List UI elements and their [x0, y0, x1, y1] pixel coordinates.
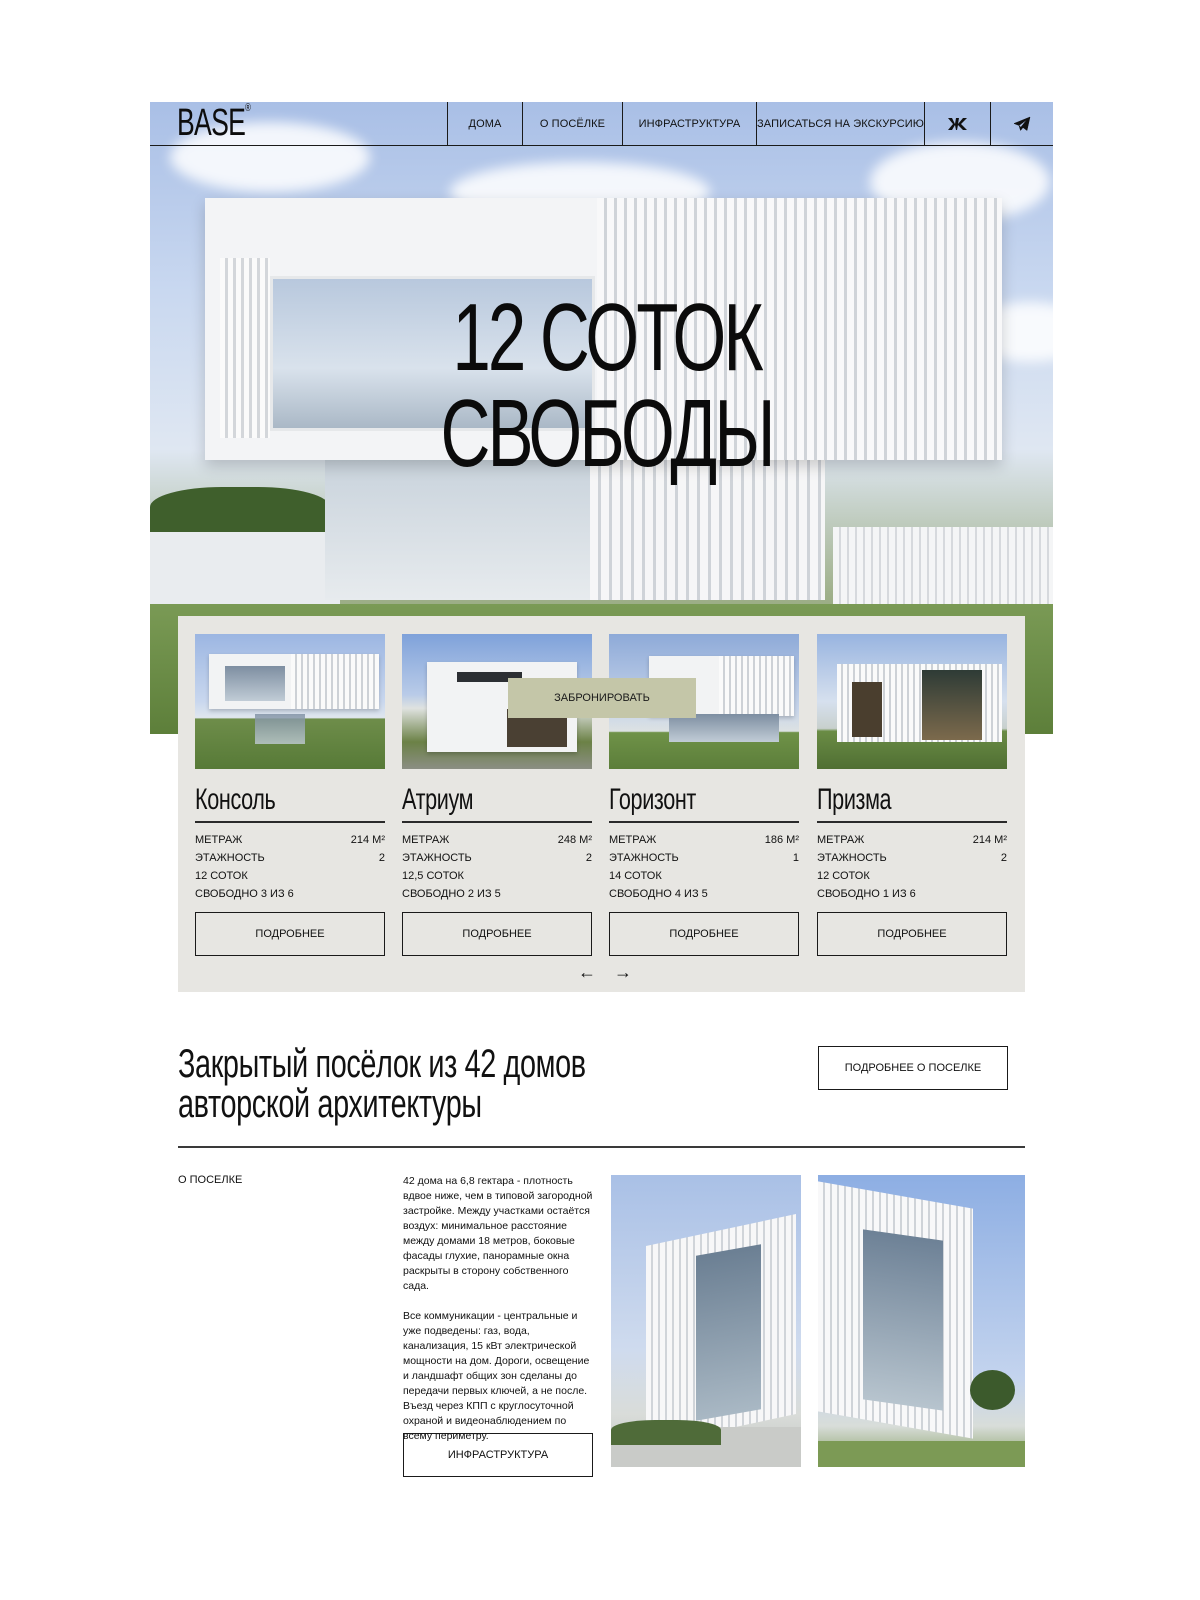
carousel-next-arrow[interactable]: →	[614, 962, 632, 982]
house-name: Горизонт	[609, 783, 696, 816]
plot-size: 14 СОТОК	[609, 870, 662, 882]
house-name: Призма	[817, 783, 892, 816]
about-title: Закрытый посёлок из 42 домов авторской архитектуры	[178, 1042, 586, 1126]
vk-link[interactable]	[924, 102, 990, 145]
details-button[interactable]: ПОДРОБНЕЕ	[195, 912, 385, 956]
logo[interactable]: BASE®	[177, 102, 251, 144]
area-value: 248 М²	[557, 834, 592, 846]
about-photo-1	[611, 1175, 801, 1467]
plot-size: 12 СОТОК	[195, 870, 248, 882]
house-photo-prizma[interactable]	[817, 634, 1007, 769]
carousel-prev-arrow[interactable]: ←	[578, 962, 596, 982]
about-description	[403, 1174, 593, 1444]
top-navigation	[150, 102, 1053, 146]
telegram-link[interactable]	[990, 102, 1052, 145]
area-value: 186 М²	[764, 834, 799, 846]
house-name: Консоль	[195, 783, 276, 816]
about-photo-2	[818, 1175, 1025, 1467]
availability: СВОБОДНО 2 ИЗ 5	[402, 888, 501, 900]
more-about-button[interactable]: ПОДРОБНЕЕ О ПОСЕЛКЕ	[818, 1046, 1008, 1090]
divider	[178, 1146, 1025, 1148]
floors-value: 2	[1000, 852, 1007, 864]
about-paragraph-1: 42 дома на 6,8 гектара - плотность вдвое ниже, чем в типовой загородной застройке. Между участками остаётся воздух: минимальное расстояние между домами 18 метров, боковые фасады глухие, панорамные окна раскрыты в сторону собственного сада.	[403, 1175, 593, 1292]
floors-label: ЭТАЖНОСТЬ	[402, 852, 472, 864]
floors-label: ЭТАЖНОСТЬ	[195, 852, 265, 864]
availability: СВОБОДНО 3 ИЗ 6	[195, 888, 294, 900]
vk-icon	[947, 117, 969, 131]
book-button[interactable]: ЗАБРОНИРОВАТЬ	[508, 678, 696, 718]
area-value: 214 М²	[350, 834, 385, 846]
availability: СВОБОДНО 4 ИЗ 5	[609, 888, 708, 900]
plot-size: 12 СОТОК	[817, 870, 870, 882]
area-label: МЕТРАЖ	[195, 834, 243, 846]
floors-value: 1	[792, 852, 799, 864]
section-label: О ПОСЕЛКЕ	[178, 1174, 243, 1186]
nav-item-tour-signup[interactable]: ЗАПИСАТЬСЯ НА ЭКСКУРСИЮ	[756, 102, 924, 145]
telegram-icon	[1013, 116, 1031, 132]
hero-title: 12 СОТОК СВОБОДЫ	[440, 284, 773, 487]
area-label: МЕТРАЖ	[402, 834, 450, 846]
house-photo-konsol[interactable]	[195, 634, 385, 769]
plot-size: 12,5 СОТОК	[402, 870, 464, 882]
details-button[interactable]: ПОДРОБНЕЕ	[817, 912, 1007, 956]
details-button[interactable]: ПОДРОБНЕЕ	[402, 912, 592, 956]
details-button[interactable]: ПОДРОБНЕЕ	[609, 912, 799, 956]
about-paragraph-2: Все коммуникации - центральные и уже подведены: газ, вода, канализация, 15 кВт электрической мощности на дом. Дороги, освещение и ландшафт общих зон сделаны до передачи первых ключей, а не после. Въезд через КПП с круглосуточной охраной и видеонаблюдением по всему периметру.	[403, 1310, 590, 1442]
floors-value: 2	[585, 852, 592, 864]
floors-value: 2	[378, 852, 385, 864]
availability: СВОБОДНО 1 ИЗ 6	[817, 888, 916, 900]
area-value: 214 М²	[972, 834, 1007, 846]
area-label: МЕТРАЖ	[609, 834, 657, 846]
infrastructure-button[interactable]: ИНФРАСТРУКТУРА	[403, 1433, 593, 1477]
floors-label: ЭТАЖНОСТЬ	[817, 852, 887, 864]
house-card	[817, 634, 1007, 956]
houses-carousel	[178, 616, 1025, 992]
house-card	[195, 634, 385, 956]
area-label: МЕТРАЖ	[817, 834, 865, 846]
nav-item-about[interactable]: О ПОСЁЛКЕ	[522, 102, 622, 145]
nav-item-infrastructure[interactable]: ИНФРАСТРУКТУРА	[622, 102, 756, 145]
floors-label: ЭТАЖНОСТЬ	[609, 852, 679, 864]
house-name: Атриум	[402, 783, 474, 816]
nav-item-houses[interactable]: ДОМА	[447, 102, 522, 145]
